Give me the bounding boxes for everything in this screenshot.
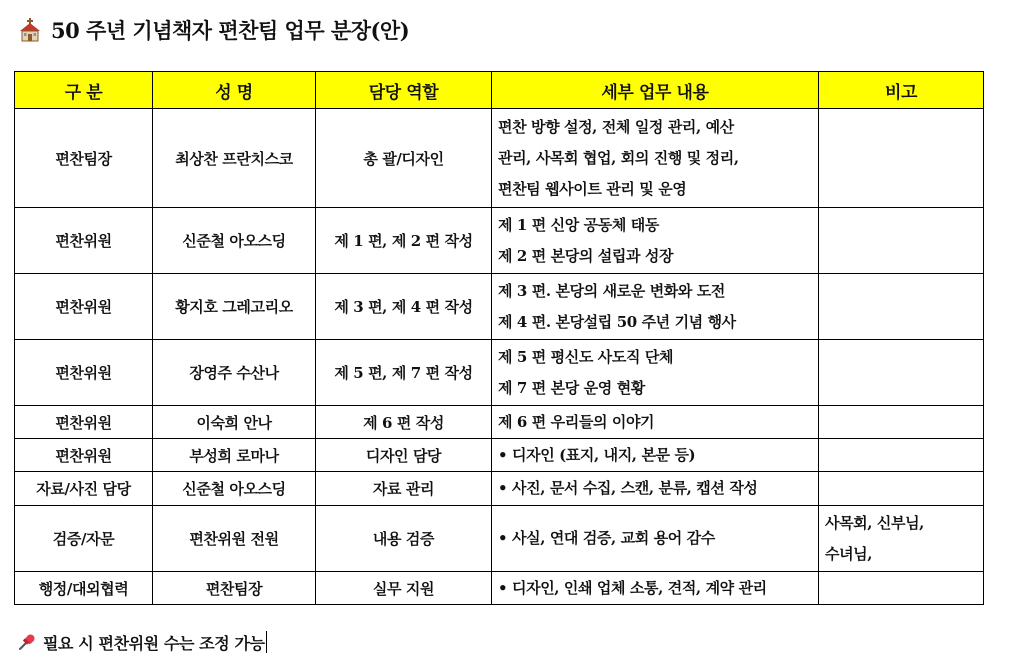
cell-notes (819, 406, 984, 439)
cell-role: 제 5 편, 제 7 편 작성 (316, 340, 492, 406)
table-row (15, 506, 984, 572)
detail-line: 편찬 방향 설정, 전체 일정 관리, 예산 (498, 117, 734, 136)
detail-line: 제 5 편 평신도 사도직 단체 (498, 347, 674, 366)
detail-line: • 사실, 연대 검증, 교회 용어 감수 (498, 529, 715, 547)
detail-line: 제 2 편 본당의 설립과 성장 (498, 246, 674, 265)
cell-notes (819, 274, 984, 340)
table-row (15, 472, 984, 506)
note-line: 사목회, 신부님, (825, 513, 925, 532)
column-header-category: 구 분 (15, 72, 153, 109)
cell-name: 편찬위원 전원 (153, 506, 316, 572)
detail-line: 제 6 편 우리들의 이야기 (498, 412, 655, 431)
detail-line: 편찬팀 웹사이트 관리 및 운영 (498, 179, 687, 198)
cell-name: 부성희 로마나 (153, 439, 316, 472)
table-row (15, 109, 984, 208)
cell-name: 황지호 그레고리오 (153, 274, 316, 340)
column-header-notes: 비고 (819, 72, 984, 109)
cell-details (492, 208, 819, 274)
cell-category: 검증/자문 (15, 506, 153, 572)
cell-role: 내용 검증 (316, 506, 492, 572)
cell-name: 최상찬 프란치스코 (153, 109, 316, 208)
table-row (15, 274, 984, 340)
duty-table (14, 71, 984, 605)
cell-category: 편찬위원 (15, 274, 153, 340)
detail-line: 제 1 편 신앙 공동체 태동 (498, 215, 659, 234)
detail-line: • 디자인, 인쇄 업체 소통, 견적, 계약 관리 (498, 578, 767, 597)
cell-notes (819, 439, 984, 472)
cell-category: 자료/사진 담당 (15, 472, 153, 506)
footer-note-text: 필요 시 편찬위원 수는 조정 가능 (43, 633, 265, 653)
cell-notes (819, 572, 984, 605)
cell-category: 편찬위원 (15, 208, 153, 274)
cell-notes (819, 109, 984, 208)
cell-category: 편찬팀장 (15, 109, 153, 208)
detail-line: 제 3 편. 본당의 새로운 변화와 도전 (498, 281, 725, 300)
cell-name: 이숙희 안나 (153, 406, 316, 439)
table-row (15, 406, 984, 439)
detail-line: • 사진, 문서 수집, 스캔, 분류, 캡션 작성 (498, 479, 758, 497)
cell-name: 편찬팀장 (153, 572, 316, 605)
column-header-name: 성 명 (153, 72, 316, 109)
detail-line: 제 4 편. 본당설립 50 주년 기념 행사 (498, 312, 736, 331)
cell-role: 제 3 편, 제 4 편 작성 (316, 274, 492, 340)
footer-note (17, 628, 267, 656)
page-title (17, 14, 409, 46)
detail-line: 관리, 사목회 협업, 회의 진행 및 정리, (498, 148, 739, 167)
cell-notes (819, 472, 984, 506)
cell-name: 신준철 아오스딩 (153, 472, 316, 506)
detail-line: 제 7 편 본당 운영 현황 (498, 378, 645, 397)
table-row (15, 572, 984, 605)
cell-name: 장영주 수산나 (153, 340, 316, 406)
cell-details (492, 472, 819, 506)
cell-notes (819, 208, 984, 274)
table-row (15, 340, 984, 406)
cell-details (492, 406, 819, 439)
column-header-details: 세부 업무 내용 (492, 72, 819, 109)
cell-category: 편찬위원 (15, 340, 153, 406)
cell-role: 총 괄/디자인 (316, 109, 492, 208)
cell-role: 자료 관리 (316, 472, 492, 506)
pushpin-icon (17, 632, 37, 652)
cell-role: 제 1 편, 제 2 편 작성 (316, 208, 492, 274)
note-line: 수녀님, (825, 544, 873, 563)
cell-notes (819, 506, 984, 572)
page-title-text: 50 주년 기념책자 편찬팀 업무 분장(안) (51, 18, 410, 43)
cell-category: 행정/대외협력 (15, 572, 153, 605)
church-icon (17, 17, 43, 43)
cell-category: 편찬위원 (15, 439, 153, 472)
table-row (15, 208, 984, 274)
cell-details (492, 506, 819, 572)
cell-name: 신준철 아오스딩 (153, 208, 316, 274)
detail-line: • 디자인 (표지, 내지, 본문 등) (498, 445, 696, 464)
table-header-row (15, 72, 984, 109)
cell-details (492, 340, 819, 406)
cell-details (492, 109, 819, 208)
cell-details (492, 274, 819, 340)
text-cursor (266, 631, 267, 653)
table-row (15, 439, 984, 472)
cell-role: 제 6 편 작성 (316, 406, 492, 439)
column-header-role: 담당 역할 (316, 72, 492, 109)
cell-details (492, 572, 819, 605)
cell-details (492, 439, 819, 472)
cell-category: 편찬위원 (15, 406, 153, 439)
cell-role: 디자인 담당 (316, 439, 492, 472)
cell-notes (819, 340, 984, 406)
cell-role: 실무 지원 (316, 572, 492, 605)
